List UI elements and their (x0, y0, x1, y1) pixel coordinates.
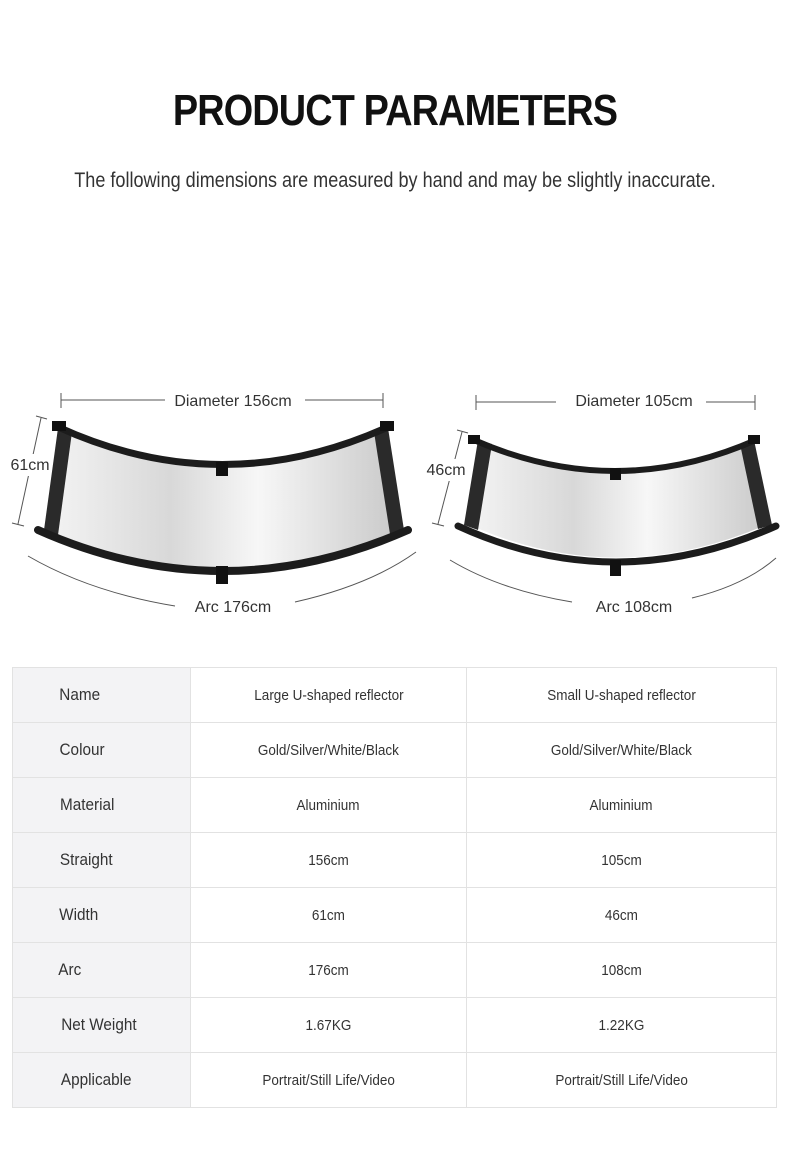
small-reflector (426, 393, 776, 616)
small-value: 46cm (467, 888, 777, 943)
large-arc-label: Arc 176cm (194, 599, 272, 616)
parameters-table (12, 667, 777, 1108)
parameters-table-body (13, 668, 777, 1108)
small-arc-label: Arc 108cm (595, 599, 673, 616)
row-label: Straight (13, 833, 191, 888)
row-label: Arc (13, 943, 191, 998)
row-label: Applicable (13, 1053, 191, 1108)
small-value: 105cm (467, 833, 777, 888)
small-value: Portrait/Still Life/Video (467, 1053, 777, 1108)
table-row (13, 723, 777, 778)
table-row (13, 778, 777, 833)
large-value: Portrait/Still Life/Video (191, 1053, 467, 1108)
large-width-label: 61cm (10, 457, 50, 474)
reflector-diagram (0, 380, 790, 630)
table-row (13, 833, 777, 888)
page-subtitle: The following dimensions are measured by hand and may be slightly inaccurate. (74, 169, 716, 192)
large-value: Aluminium (191, 778, 467, 833)
large-value: 156cm (191, 833, 467, 888)
table-row (13, 668, 777, 723)
small-value: 108cm (467, 943, 777, 998)
small-value: Gold/Silver/White/Black (467, 723, 777, 778)
large-value: 61cm (191, 888, 467, 943)
row-label: Width (13, 888, 191, 943)
small-value: Aluminium (467, 778, 777, 833)
table-row (13, 998, 777, 1053)
small-diameter-label: Diameter 105cm (575, 393, 693, 410)
large-diameter-label: Diameter 156cm (174, 393, 292, 410)
large-value: 176cm (191, 943, 467, 998)
small-value: Small U-shaped reflector (467, 668, 777, 723)
small-value: 1.22KG (467, 998, 777, 1053)
row-label: Name (13, 668, 191, 723)
small-width-label: 46cm (426, 462, 466, 479)
large-value: 1.67KG (191, 998, 467, 1053)
row-label: Net Weight (13, 998, 191, 1053)
row-label: Colour (13, 723, 191, 778)
page-title: PRODUCT PARAMETERS (172, 86, 618, 135)
large-value: Large U-shaped reflector (191, 668, 467, 723)
row-label: Material (13, 778, 191, 833)
large-value: Gold/Silver/White/Black (191, 723, 467, 778)
table-row (13, 1053, 777, 1108)
table-row (13, 888, 777, 943)
large-reflector (10, 393, 416, 616)
table-row (13, 943, 777, 998)
